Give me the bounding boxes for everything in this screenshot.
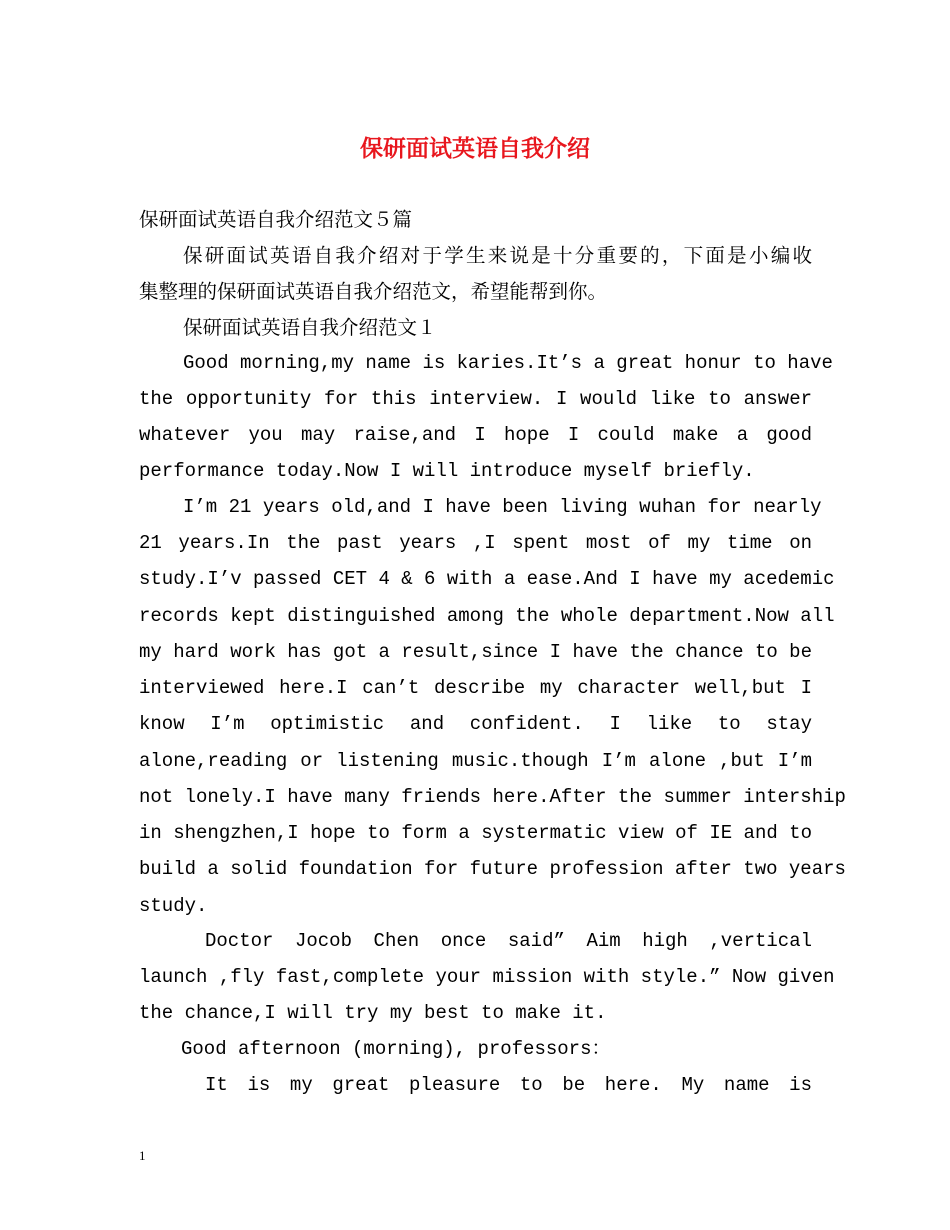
text-line: records kept distinguished among the whole department.Now all <box>139 605 835 627</box>
text-line: study.I’v passed CET 4 & 6 with a ease.And I have my acedemic <box>139 568 835 590</box>
text-line: I’m 21 years old,and I have been living wuhan for nearly <box>183 496 822 518</box>
text-line: study. <box>139 895 208 917</box>
text-line: launch ,fly fast,complete your mission with style.” Now given <box>139 966 835 988</box>
text-line: in shengzhen,I hope to form a systermatic view of IE and to <box>139 822 812 844</box>
text-line: performance today.Now I will introduce myself briefly. <box>139 460 755 482</box>
text-line: not lonely.I have many friends here.After the summer intership <box>139 786 846 808</box>
text-line: Doctor Jocob Chen once said” Aim high ,vertical <box>205 930 812 952</box>
text-line: It is my great pleasure to be here. My name is <box>205 1074 812 1096</box>
text-line: 21 years.In the past years ,I spent most of my time on <box>139 532 812 554</box>
intro-line-1: 保研面试英语自我介绍对于学生来说是十分重要的，下面是小编收 <box>183 244 812 267</box>
page-number: 1 <box>139 1148 146 1163</box>
document-title: 保研面试英语自我介绍 <box>360 135 590 162</box>
text-line: Good afternoon (morning), professors： <box>181 1038 611 1060</box>
text-line: Good morning,my name is karies.It’s a great honur to have <box>183 352 833 374</box>
text-line: the chance,I will try my best to make it. <box>139 1002 607 1024</box>
text-line: alone,reading or listening music.though I’m alone ,but I’m <box>139 750 812 772</box>
text-line: my hard work has got a result,since I have the chance to be <box>139 641 812 663</box>
text-line: know I’m optimistic and confident. I like to stay <box>139 713 812 735</box>
intro-line-2: 集整理的保研面试英语自我介绍范文，希望能帮到你。 <box>139 280 608 303</box>
sample-heading: 保研面试英语自我介绍范文１ <box>183 316 437 339</box>
text-line: build a solid foundation for future profession after two years <box>139 858 846 880</box>
text-line: interviewed here.I can’t describe my character well,but I <box>139 677 812 699</box>
text-line: the opportunity for this interview. I would like to answer <box>139 388 812 410</box>
section-heading: 保研面试英语自我介绍范文５篇 <box>139 208 413 231</box>
text-line: whatever you may raise,and I hope I could make a good <box>139 424 812 446</box>
